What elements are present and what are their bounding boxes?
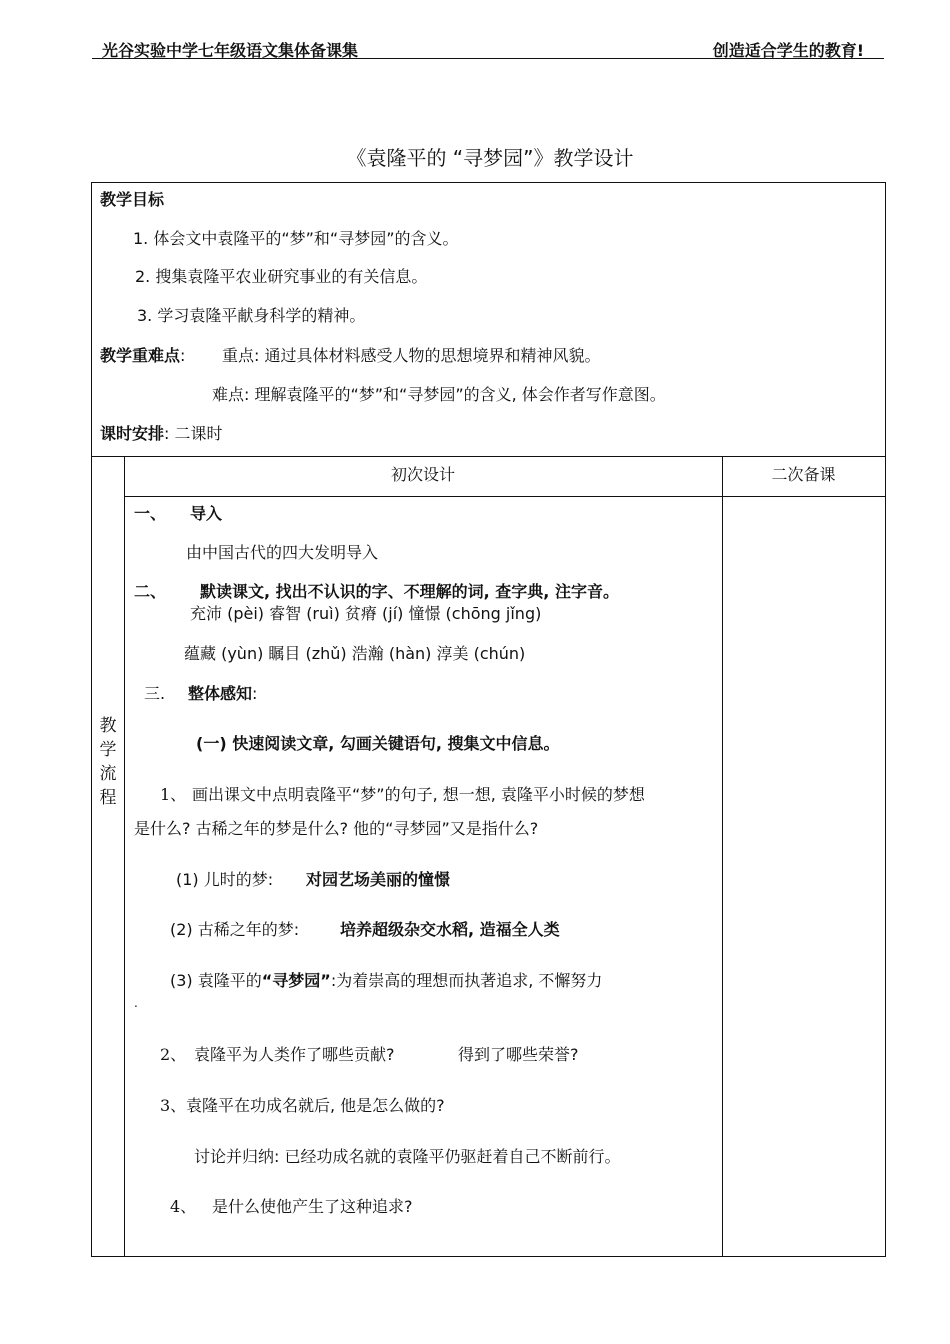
section-2-number: 二、	[134, 582, 167, 601]
table-header-row-border	[124, 496, 886, 497]
section-1-text: 由中国古代的四大发明导入	[186, 543, 379, 562]
question-4-text: 是什么使他产生了这种追求?	[212, 1197, 413, 1216]
answer-3-bold: “寻梦园”	[261, 971, 331, 990]
answer-1-label: (1) 儿时的梦:	[176, 870, 274, 889]
schedule-label: 课时安排	[100, 424, 165, 443]
key-points-colon: :	[180, 346, 186, 365]
table-top-border	[91, 182, 886, 183]
side-label-text: 教学流程	[99, 716, 117, 808]
answer-3-rest: :为着崇高的理想而执著追求, 不懈努力	[330, 971, 603, 990]
section-3-number: 三.	[144, 684, 166, 703]
objective-item-1: 1. 体会文中袁隆平的“梦”和“寻梦园”的含义。	[133, 229, 459, 248]
answer-3-label: (3) 袁隆平的	[170, 971, 262, 990]
section-3-colon: :	[252, 684, 258, 703]
key-points-difficulty: 难点: 理解袁隆平的“梦”和“寻梦园”的含义, 体会作者写作意图。	[212, 385, 666, 404]
section-1-title: 导入	[190, 504, 223, 523]
subsection-1-title: (一) 快速阅读文章, 勾画关键语句, 搜集文中信息。	[196, 734, 560, 753]
section-2-title: 默读课文, 找出不认识的字、不理解的词, 查字典, 注字音。	[200, 582, 619, 601]
schedule-value: : 二课时	[164, 424, 223, 443]
section-1-number: 一、	[134, 504, 167, 523]
document-title: 《袁隆平的 “寻梦园”》教学设计	[346, 146, 634, 170]
table-right-border	[885, 182, 886, 1257]
side-label-teaching-flow	[92, 714, 124, 810]
question-1-number: 1、	[160, 785, 187, 804]
section-3-title: 整体感知	[188, 684, 253, 703]
pinyin-line-1: 充沛 (pèi) 睿智 (ruì) 贫瘠 (jí) 憧憬 (chōng jǐng)	[190, 604, 542, 623]
answer-1-value: 对园艺场美丽的憧憬	[306, 870, 451, 889]
answer-2-label: (2) 古稀之年的梦:	[170, 920, 300, 939]
question-2-text: 袁隆平为人类作了哪些贡献?	[194, 1045, 395, 1064]
question-2-text-b: 得到了哪些荣誉?	[458, 1045, 579, 1064]
column-header-second-prep: 二次备课	[771, 465, 836, 484]
table-second-column-border	[722, 456, 723, 1256]
objective-item-2: 2. 搜集袁隆平农业研究事业的有关信息。	[135, 267, 428, 286]
question-1-line-1: 画出课文中点明袁隆平“梦”的句子, 想一想, 袁隆平小时候的梦想	[192, 785, 645, 804]
section-3-heading	[188, 681, 257, 704]
question-2-number: 2、	[160, 1045, 187, 1064]
question-4-number: 4、	[170, 1197, 197, 1216]
question-3-text: 袁隆平在功成名就后, 他是怎么做的?	[186, 1096, 445, 1115]
header-right-text: 创造适合学生的教育!	[712, 41, 864, 60]
question-1-line-2: 是什么? 古稀之年的梦是什么? 他的“寻梦园”又是指什么?	[134, 819, 539, 838]
key-points-row	[100, 343, 185, 366]
header-rule	[92, 58, 884, 59]
question-3-answer: 讨论并归纳: 已经功成名就的袁隆平仍驱赶着自己不断前行。	[194, 1147, 621, 1166]
table-side-column-border	[124, 456, 125, 1256]
pinyin-line-2: 蕴藏 (yùn) 瞩目 (zhǔ) 浩瀚 (hàn) 淳美 (chún)	[184, 644, 526, 663]
key-points-label: 教学重难点	[100, 346, 181, 365]
objectives-heading: 教学目标	[100, 190, 165, 209]
objective-item-3: 3. 学习袁隆平献身科学的精神。	[137, 306, 366, 325]
column-header-first-design: 初次设计	[390, 465, 455, 484]
schedule-row	[100, 421, 223, 444]
table-section-divider	[91, 456, 886, 457]
header-left-text: 光谷实验中学七年级语文集体备课集	[102, 41, 359, 60]
question-3-number: 3、	[160, 1096, 187, 1115]
answer-2-value: 培养超级杂交水稻, 造福全人类	[340, 920, 560, 939]
table-bottom-border	[91, 1256, 886, 1257]
stray-dot: .	[134, 996, 138, 1010]
answer-3-row	[170, 968, 602, 991]
key-points-focus: 重点: 通过具体材料感受人物的思想境界和精神风貌。	[222, 346, 601, 365]
